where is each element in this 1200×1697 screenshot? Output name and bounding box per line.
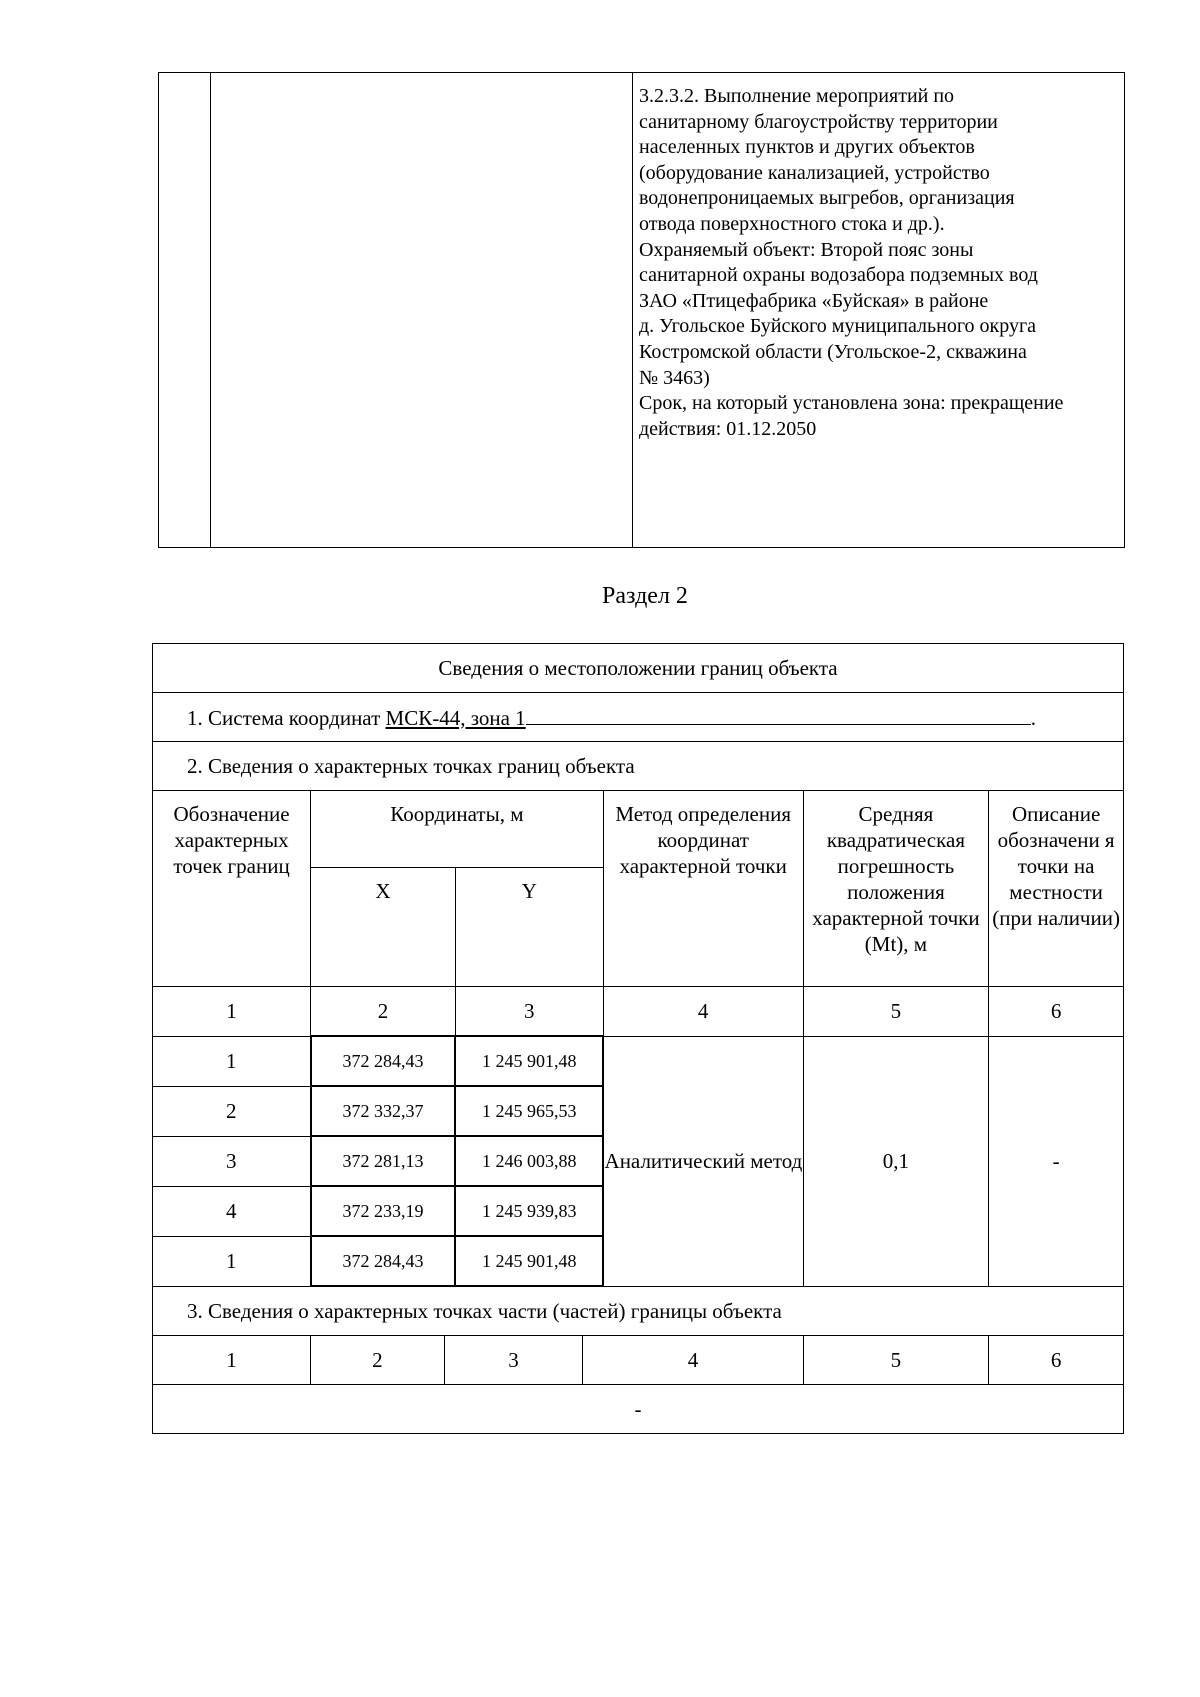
top-table-cell-3	[633, 73, 1125, 548]
top-table-cell-2	[211, 73, 633, 548]
parts-value: -	[153, 1385, 1124, 1434]
restriction-line: отвода поверхностного стока и др.).	[639, 212, 945, 235]
parts-column-number: 1	[153, 1336, 311, 1385]
coordinate-system-label: 1. Система координат	[187, 705, 386, 730]
column-number: 4	[603, 987, 803, 1037]
parts-column-number: 6	[989, 1336, 1124, 1385]
parts-column-number: 5	[803, 1336, 989, 1385]
point-number: 4	[153, 1186, 311, 1236]
header-error: Средняя квадратическая погрешность положения характерной точки (Mt), м	[803, 791, 989, 987]
restriction-line: № 3463)	[639, 366, 710, 389]
column-number: 2	[311, 987, 456, 1037]
point-number: 3	[153, 1136, 311, 1186]
column-number: 3	[455, 987, 603, 1037]
y-coordinate: 1 245 965,53	[455, 1086, 603, 1136]
restriction-line: населенных пунктов и других объектов	[639, 136, 975, 159]
x-coordinate: 372 332,37	[311, 1086, 456, 1136]
x-coordinate: 372 281,13	[311, 1136, 456, 1186]
y-coordinate: 1 245 939,83	[455, 1186, 603, 1236]
coordinate-system-value: МСК-44, зона 1	[385, 705, 526, 730]
fill-line	[526, 704, 1031, 725]
parts-column-number: 3	[444, 1336, 583, 1385]
point-number: 2	[153, 1086, 311, 1136]
point-number: 1	[153, 1036, 311, 1086]
description-value: -	[989, 1036, 1124, 1286]
parts-heading: 3. Сведения о характерных точках части (частей) границы объекта	[153, 1286, 1124, 1336]
y-coordinate: 1 245 901,48	[455, 1236, 603, 1286]
restriction-line: Костромской области (Угольское-2, скважина	[639, 340, 1027, 363]
header-coordinates: Координаты, м	[311, 791, 604, 868]
y-coordinate: 1 246 003,88	[455, 1136, 603, 1186]
x-coordinate: 372 233,19	[311, 1186, 456, 1236]
restriction-line: 3.2.3.2. Выполнение мероприятий по	[639, 85, 955, 107]
points-heading: 2. Сведения о характерных точках границ объекта	[153, 742, 1124, 791]
table-title: Сведения о местоположении границ объекта	[153, 644, 1124, 693]
column-number: 5	[803, 987, 989, 1037]
restriction-line: санитарной охраны водозабора подземных вод	[639, 264, 1038, 287]
y-coordinate: 1 245 901,48	[455, 1036, 603, 1086]
header-x: X	[311, 868, 456, 987]
x-coordinate: 372 284,43	[311, 1036, 456, 1086]
header-y: Y	[455, 868, 603, 987]
restriction-line: Срок, на который установлена зона: прекращение	[639, 392, 1064, 415]
point-number: 1	[153, 1236, 311, 1286]
table-row	[153, 1036, 1124, 1086]
method-value: Аналитический метод	[603, 1036, 803, 1286]
top-table-cell-1	[159, 73, 211, 548]
parts-column-number: 2	[311, 1336, 445, 1385]
column-number: 6	[989, 987, 1124, 1037]
restriction-line: д. Угольское Буйского муниципального округа	[639, 315, 1037, 338]
header-description: Описание обозначени я точки на местности (при наличии)	[989, 791, 1124, 987]
boundary-table	[152, 643, 1124, 1434]
header-method: Метод определения координат характерной точки	[603, 791, 803, 987]
error-value: 0,1	[803, 1036, 989, 1286]
parts-column-number: 4	[583, 1336, 803, 1385]
top-continuation-table	[158, 72, 1125, 548]
restriction-description	[633, 73, 1124, 442]
column-number: 1	[153, 987, 311, 1037]
coordinate-system-suffix: .	[1030, 705, 1036, 730]
header-designation: Обозначение характерных точек границ	[153, 791, 311, 987]
x-coordinate: 372 284,43	[311, 1236, 456, 1286]
coordinate-system-row	[153, 693, 1124, 742]
restriction-line: санитарному благоустройству территории	[639, 110, 998, 133]
restriction-line: Охраняемый объект: Второй пояс зоны	[639, 238, 974, 261]
restriction-line: (оборудование канализацией, устройство	[639, 161, 990, 184]
restriction-line: водонепроницаемых выгребов, организация	[639, 187, 1015, 210]
section-title: Раздел 2	[602, 583, 688, 609]
restriction-line: ЗАО «Птицефабрика «Буйская» в районе	[639, 289, 989, 312]
restriction-line: действия: 01.12.2050	[639, 417, 817, 440]
